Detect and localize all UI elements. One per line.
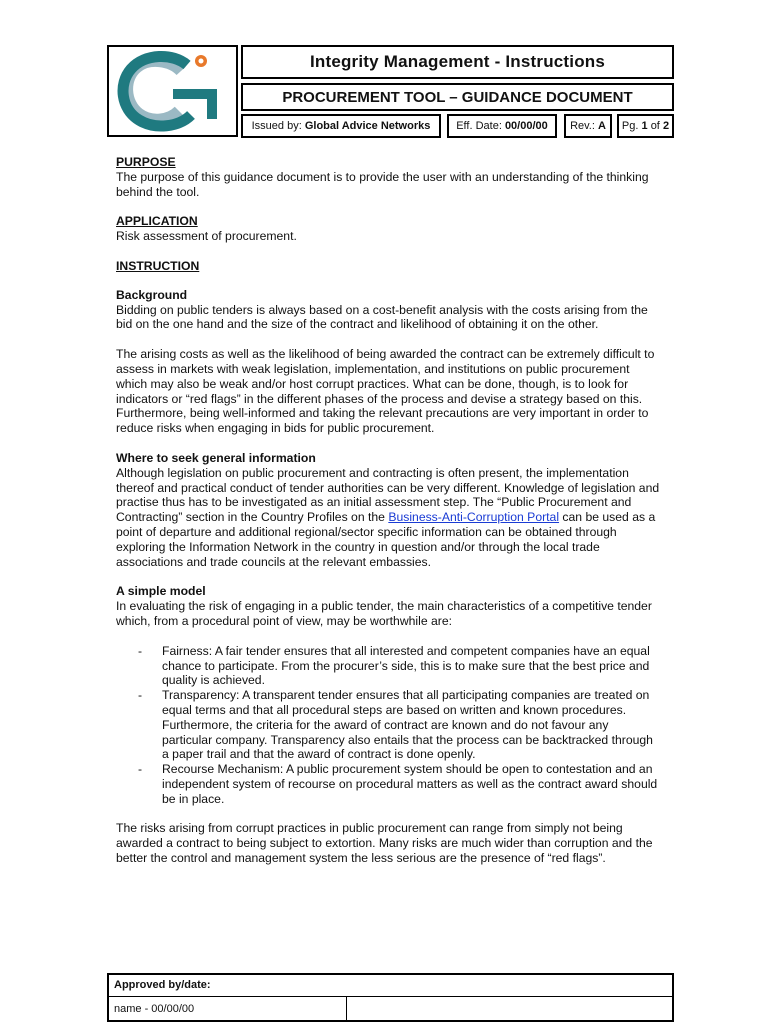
issued-by-label: Issued by: [251, 120, 302, 132]
purpose-heading: PURPOSE [116, 155, 176, 169]
dash-marker: - [138, 688, 143, 703]
effective-date-value: 00/00/00 [504, 120, 548, 132]
bullet-fairness: Fairness: A fair tender ensures that all interested and competent companies have an equal chance to participate. From the procurer’s side, this is to make sure that the best price and quality is achieved. [162, 643, 650, 688]
instruction-heading: INSTRUCTION [116, 258, 200, 273]
list-item [116, 688, 661, 762]
page-number-cell [617, 114, 674, 138]
approver-name-date: name - 00/00/00 [109, 997, 347, 1020]
closing-paragraph: The risks arising from corrupt practices in public procurement can range from simply not being awarded a contract to being subject to extortion. Many risks are much wider than corruption and the better the control and management system the less serious are the presence of “red flags”. [116, 821, 653, 866]
bullet-recourse: Recourse Mechanism: A public procurement system should be open to contestation and an independent system of recourse on procedural matters as well as the contract award should be in place. [162, 762, 658, 806]
page-label: Pg. [621, 120, 639, 132]
list-item [116, 762, 661, 806]
background-heading: Background [116, 287, 188, 302]
info-paragraph [116, 466, 661, 570]
approval-table [107, 973, 674, 1022]
dash-marker: - [138, 762, 143, 777]
model-heading: A simple model [116, 584, 206, 599]
characteristics-list [116, 644, 661, 807]
dash-marker: - [138, 643, 143, 658]
info-text-before: Although legislation on public procurement and contracting is often present, the implementation thereof and practical conduct of tender authorities can be very different. Knowledge of legislation and practise thus has to be investigated as an initial assessment step. The “Public Procurement and Contracting” section in the Country Profiles on the [116, 465, 660, 525]
issued-by-value: Global Advice Networks [304, 120, 431, 132]
info-heading: Where to seek general information [116, 450, 316, 465]
document-subtitle-text: PROCUREMENT TOOL – GUIDANCE DOCUMENT [282, 88, 633, 106]
application-text: Risk assessment of procurement. [116, 229, 297, 244]
page-total: 2 [662, 120, 670, 132]
issued-by-cell [241, 114, 441, 138]
page-current: 1 [641, 120, 648, 132]
revision-cell [564, 114, 612, 138]
document-title [241, 45, 674, 79]
effective-date-label: Eff. Date: [456, 120, 502, 132]
application-heading: APPLICATION [116, 214, 198, 229]
document-body [116, 155, 661, 866]
bullet-transparency: Transparency: A transparent tender ensures that all participating companies are treated on equal terms and that all procedural steps are based on written and known procedures. Furthermore, the criteria for the award of contract are known and do not favour any particular company. Transparency also entails that the process can be backtracked through a paper trail and that the award of contract is done openly. [162, 688, 653, 762]
business-anti-corruption-portal-link[interactable]: Business-Anti-Corruption Portal [388, 510, 560, 525]
company-logo [107, 45, 238, 137]
logo-g-icon [109, 47, 236, 135]
background-paragraph-2: The arising costs as well as the likelihood of being awarded the contract can be extremely difficult to assess in markets with weak legislation, implementation, and institutions on public procurement which may also be weak and/or host corrupt practices. What can be done, though, is to look for indicators or “red flags” in the different phases of the process and devise a strategy based on this. Furthermore, being well-informed and taking the relevant precautions are very important in order to reduce risks when engaging in bids for public procurement. [116, 347, 655, 436]
revision-value: A [597, 120, 606, 132]
info-text-after: can be used as a point of departure and additional regional/sector specific information can be obtained through exploring the Information Network in the country in question and/or through the local trade associations and trade councils at the relevant embassies. [116, 510, 656, 569]
document-subtitle [241, 83, 674, 111]
effective-date-cell [447, 114, 557, 138]
background-paragraph-1: Bidding on public tenders is always based on a cost-benefit analysis with the costs arising from the bid on the one hand and the size of the contract and likelihood of obtaining it on the other. [116, 302, 648, 332]
model-intro: In evaluating the risk of engaging in a public tender, the main characteristics of a competitive tender which, from a procedural point of view, may be worthwhile are: [116, 599, 652, 628]
page-of: of [650, 120, 660, 132]
list-item [116, 644, 661, 688]
purpose-text: The purpose of this guidance document is to provide the user with an understanding of the thinking behind the tool. [116, 169, 649, 199]
document-title-text: Integrity Management - Instructions [309, 52, 606, 71]
approved-by-label: Approved by/date: [109, 975, 672, 997]
revision-label: Rev.: [570, 120, 595, 132]
